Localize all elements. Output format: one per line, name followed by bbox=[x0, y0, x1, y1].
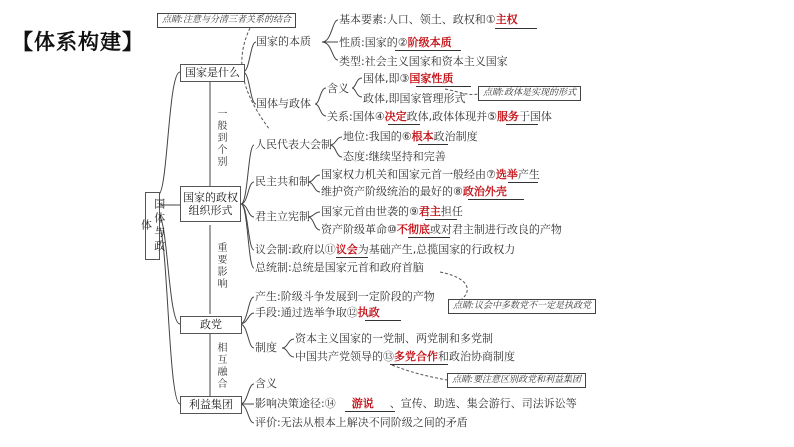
answer-underline bbox=[345, 411, 395, 412]
answer-underline bbox=[388, 124, 420, 125]
nature-meaning-label: 含义 bbox=[327, 82, 349, 95]
interest-meaning-label: 含义 bbox=[255, 377, 277, 390]
answer-4: 决定 bbox=[384, 110, 407, 123]
root-topic-box: 国体与政体 bbox=[145, 192, 160, 260]
note-box-3: 点睛:议会中多数党不一定是执政党 bbox=[448, 299, 596, 314]
note-box-2: 点睛:政体是实现的形式 bbox=[478, 86, 581, 101]
answer-14: 游说 bbox=[351, 397, 374, 410]
party-system-label: 制度 bbox=[255, 341, 277, 354]
party-means-text: 手段:通过选举争取⑫执政 bbox=[255, 306, 380, 319]
answer-underline bbox=[418, 144, 448, 145]
form-parliament-text: 议会制:政府以⑪议会为基础产生,总揽国家的行政权力 bbox=[255, 243, 516, 256]
nature-regime-text: 政体,即国家管理形式 bbox=[363, 92, 466, 105]
answer-11: 议会 bbox=[335, 243, 358, 256]
form-republic-shell-text: 维护资产阶级统治的最好的⑧政治外壳 bbox=[321, 185, 507, 198]
note-box-4: 点睛:要注意区别政党和利益集团 bbox=[447, 373, 586, 388]
answer-10: 不彻底 bbox=[396, 223, 430, 236]
nature-type-text: 类型:社会主义国家和资本主义国家 bbox=[339, 55, 508, 68]
nature-character-text: 性质:国家的②阶级本质 bbox=[339, 36, 452, 49]
answer-1: 主权 bbox=[495, 13, 518, 26]
section-party-box: 政党 bbox=[180, 316, 242, 334]
party-capitalist-text: 资本主义国家的一党制、两党制和多党制 bbox=[295, 332, 493, 345]
interest-evaluation-text: 评价:无法从根本上解决不同阶级之间的矛盾 bbox=[255, 416, 468, 429]
answer-12: 执政 bbox=[357, 306, 380, 319]
answer-6: 根本 bbox=[411, 130, 434, 143]
form-monarchy-revolution-text: 资产阶级革命⑩不彻底或对君主制进行改良的产物 bbox=[321, 223, 562, 236]
form-npc-label: 人民代表大会制 bbox=[255, 138, 332, 151]
answer-underline bbox=[468, 199, 524, 200]
form-npc-attitude-text: 态度:继续坚持和完善 bbox=[343, 150, 446, 163]
nature-elements-text: 基本要素:人口、领土、政权和①主权 bbox=[339, 13, 518, 26]
link-label-general-to-specific: 一般到个别 bbox=[215, 108, 226, 168]
form-npc-status-text: 地位:我国的⑥根本政治制度 bbox=[343, 130, 478, 143]
party-china-text: 中国共产党领导的⑬多党合作和政治协商制度 bbox=[295, 350, 515, 363]
form-republic-label: 民主共和制 bbox=[255, 175, 310, 188]
section-interest-box: 利益集团 bbox=[180, 396, 242, 414]
answer-underline bbox=[408, 237, 450, 238]
answer-7: 选举 bbox=[495, 168, 518, 181]
answer-underline bbox=[508, 182, 538, 183]
answer-underline bbox=[495, 28, 537, 29]
answer-underline bbox=[365, 320, 401, 321]
nature-state-system-text: 国体,即③国家性质 bbox=[363, 72, 454, 85]
nature-gov-label: 国体与政体 bbox=[256, 97, 311, 110]
answer-5: 服务 bbox=[496, 110, 519, 123]
answer-underline bbox=[390, 364, 448, 365]
answer-3: 国家性质 bbox=[409, 72, 454, 85]
answer-2: 阶级本质 bbox=[407, 36, 452, 49]
form-monarchy-label: 君主立宪制 bbox=[255, 210, 310, 223]
section-form-box: 国家的政权组织形式 bbox=[180, 186, 241, 222]
page-title: 【体系构建】 bbox=[12, 30, 144, 54]
nature-relation-text: 关系:国体④决定政体,政体体现并⑤服务于国体 bbox=[327, 110, 552, 123]
section-nature-box: 国家是什么 bbox=[180, 64, 245, 82]
answer-underline bbox=[506, 124, 538, 125]
form-monarchy-head-text: 国家元首由世袭的⑨君主担任 bbox=[321, 205, 463, 218]
answer-13: 多党合作 bbox=[394, 350, 438, 363]
form-republic-election-text: 国家权力机关和国家元首一般经由⑦选举产生 bbox=[321, 168, 540, 181]
answer-underline bbox=[425, 219, 457, 220]
link-label-mutual-integration: 相互融合 bbox=[215, 342, 226, 390]
answer-underline bbox=[336, 257, 368, 258]
answer-underline bbox=[416, 86, 471, 87]
answer-8: 政治外壳 bbox=[462, 185, 507, 198]
party-origin-text: 产生:阶级斗争发展到一定阶段的产物 bbox=[255, 290, 435, 303]
note-box-1: 点睛:注意与分清三者关系的结合 bbox=[157, 13, 296, 28]
link-label-important-influence: 重要影响 bbox=[215, 242, 226, 290]
form-presidential-text: 总统制:总统是国家元首和政府首脑 bbox=[255, 261, 424, 274]
answer-9: 君主 bbox=[418, 205, 441, 218]
nature-essence-label: 国家的本质 bbox=[256, 35, 311, 48]
interest-channels-text: 影响决策途径:⑭ 游说 、宣传、助选、集会游行、司法诉讼等 bbox=[255, 397, 577, 410]
answer-underline bbox=[395, 50, 461, 51]
